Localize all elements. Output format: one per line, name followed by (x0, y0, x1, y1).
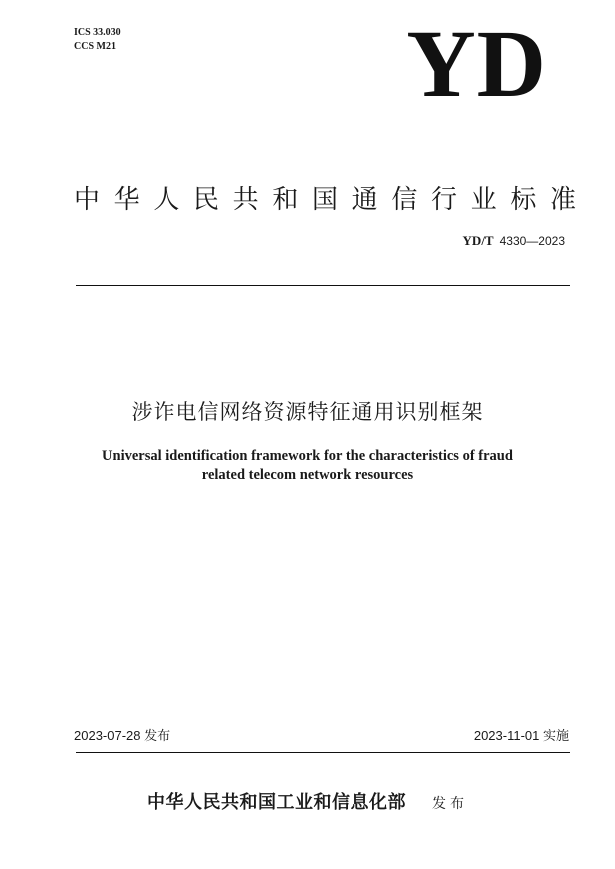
publish-date: 2023-07-28 发布 (74, 728, 171, 743)
ccs-code: CCS M21 (74, 41, 116, 52)
bottom-divider (76, 752, 570, 753)
implementation-date: 2023-11-01 实施 (473, 728, 569, 743)
issuer-action: 发布 (432, 796, 468, 812)
classification-codes (74, 26, 121, 54)
standard-number-prefix: YD/T (462, 233, 494, 248)
top-divider (76, 285, 570, 286)
english-title-line-1: Universal identification framework for the characteristics of fraud (102, 448, 513, 464)
issuer-organization: 中华人民共和国工业和信息化部 (147, 792, 406, 813)
standard-category-title: 中华人民共和国通信行业标准 (74, 185, 580, 215)
document-title-english (60, 447, 555, 485)
english-title-line-2: related telecom network resources (201, 467, 414, 483)
ics-code: ICS 33.030 (74, 27, 121, 38)
standard-number (463, 233, 565, 249)
issuing-authority (0, 790, 615, 817)
standard-number-value: 4330—2023 (499, 234, 565, 248)
yd-logo: YD (406, 10, 547, 117)
document-title-chinese: 涉诈电信网络资源特征通用识别框架 (131, 400, 484, 424)
